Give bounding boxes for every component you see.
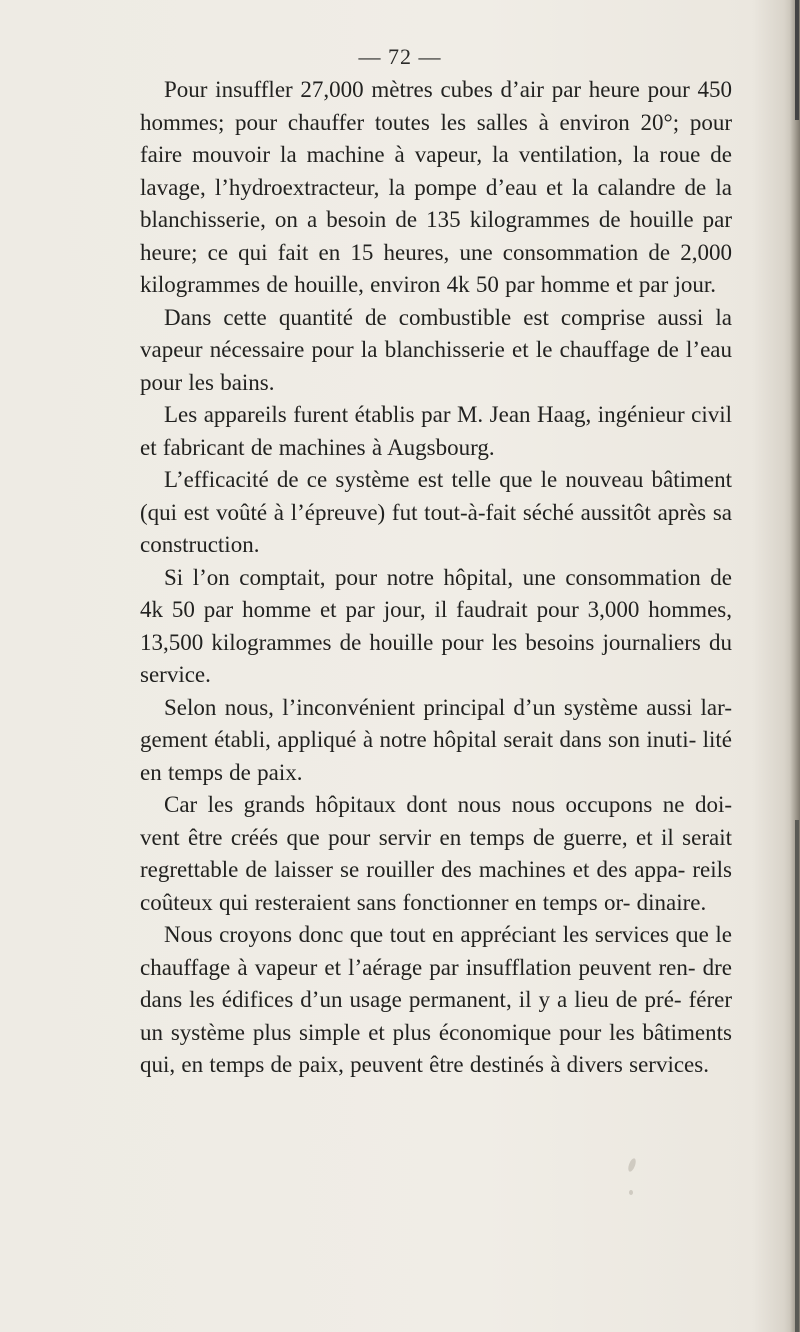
paragraph-4: L’efficacité de ce système est telle que le nouveau bâtiment (qui est voûté à l’épreuve) fut tout-à-fait séché aussitôt après sa construction. [140,467,732,557]
ink-smudge [627,1157,637,1172]
ink-smudge [629,1190,633,1195]
paragraph-3: Les appareils furent établis par M. Jean Haag, ingénieur civil et fabricant de machines à Augsbourg. [140,402,732,460]
page-number: — 72 — [358,44,442,69]
spine-edge-mark [795,820,799,1332]
paragraph-1: Pour insuffler 27,000 mètres cubes d’air par heure pour 450 hommes; pour chauffer toutes les salles à environ 20°; pour faire mouvoir la machine à vapeur, la ventilation, la roue de lavage, l’hydroextracteur, la pompe d’eau et la calandre de la blanchisserie, on a besoin de 135 kilogrammes de houille par heure; ce qui fait en 15 heures, une consommation de 2,000 kilogrammes de houille, environ 4k 50 par homme et par jour. [140,77,732,297]
paragraph-8: Nous croyons donc que tout en appréciant les services que le chauffage à vapeur et l’aérage par insufflation peuvent ren- dre dans les édifices d’un usage permanent, il y a lieu de pré- férer un système plus simple et plus économique pour les bâtiments qui, en temps de paix, peuvent être destinés à divers services. [140,922,732,1077]
paragraph-2: Dans cette quantité de combustible est comprise aussi la vapeur nécessaire pour la blanchisserie et le chauffage de l’eau pour les bains. [140,304,732,395]
book-spine-shadow [790,0,800,1332]
paragraph-5: Si l’on comptait, pour notre hôpital, une consommation de 4k 50 par homme et par jour, il faudrait pour 3,000 hommes, 13,500 kilogrammes de houille pour les besoins journaliers du service. [140,564,732,687]
paragraph-6: Selon nous, l’inconvénient principal d’un système aussi lar- gement établi, appliqué à notre hôpital serait dans son inuti- lité en temps de paix. [140,694,732,785]
paragraph-7: Car les grands hôpitaux dont nous nous occupons ne doi- vent être créés que pour servir en temps de guerre, et il serait regrettable de laisser se rouiller des machines et des appa- reils coûteux qui resteraient sans fonctionner en temps or- dinaire. [140,792,732,915]
body-text [140,74,732,1082]
